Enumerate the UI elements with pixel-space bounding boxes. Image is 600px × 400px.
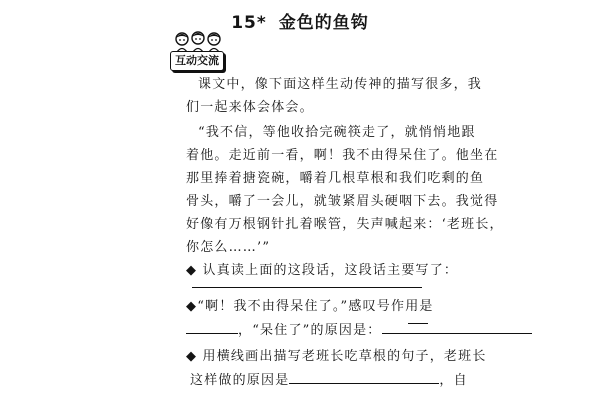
passage-line-1: “我不信，等他收拾完碗筷走了，就悄悄地跟 bbox=[198, 125, 476, 140]
question-1: ◆ 认真读上面的这段话，这段话主要写了： bbox=[186, 263, 459, 278]
answer-blank-2c[interactable] bbox=[382, 321, 532, 334]
answer-blank-2b[interactable] bbox=[186, 321, 238, 334]
lesson-number: 15* bbox=[231, 13, 267, 33]
question-3-continued bbox=[190, 371, 468, 390]
question-3-reason-label: 这样做的原因是 bbox=[190, 373, 290, 388]
passage-line-5: 好像有万根钢针扎着喉管，失声喊起来：‘老班长， bbox=[186, 217, 504, 232]
intro-line-2: 们一起来体会体会。 bbox=[186, 100, 314, 115]
intro-line-1: 课文中，像下面这样生动传神的描写很多，我 bbox=[198, 77, 483, 92]
passage-line-6: 你怎么……’” bbox=[186, 240, 271, 255]
answer-line-1[interactable] bbox=[192, 287, 422, 288]
passage-line-3: 那里捧着搪瓷碗，嚼着几根草根和我们吃剩的鱼 bbox=[186, 171, 485, 186]
question-2-continued bbox=[186, 321, 532, 340]
answer-blank-3[interactable] bbox=[289, 371, 439, 384]
badge-label: 互动交流 bbox=[170, 51, 224, 71]
question-3-tail: ，自 bbox=[439, 373, 468, 388]
lesson-title bbox=[0, 8, 600, 33]
question-3: ◆ 用横线画出描写老班长吃草根的句子，老班长 bbox=[186, 349, 487, 364]
question-2-reason-label: ，“呆住了”的原因是： bbox=[238, 323, 382, 338]
interactive-exchange-badge bbox=[170, 30, 226, 72]
passage-line-4: 骨头，嚼了一会儿，就皱紧眉头硬咽下去。我觉得 bbox=[186, 194, 499, 209]
question-2: ◆“啊！我不由得呆住了。”感叹号作用是 bbox=[186, 299, 434, 314]
passage-line-2: 着他。走近前一看，啊！我不由得呆住了。他坐在 bbox=[186, 148, 499, 163]
children-illustration-icon bbox=[172, 30, 224, 52]
lesson-name: 金色的鱼钩 bbox=[278, 13, 369, 33]
